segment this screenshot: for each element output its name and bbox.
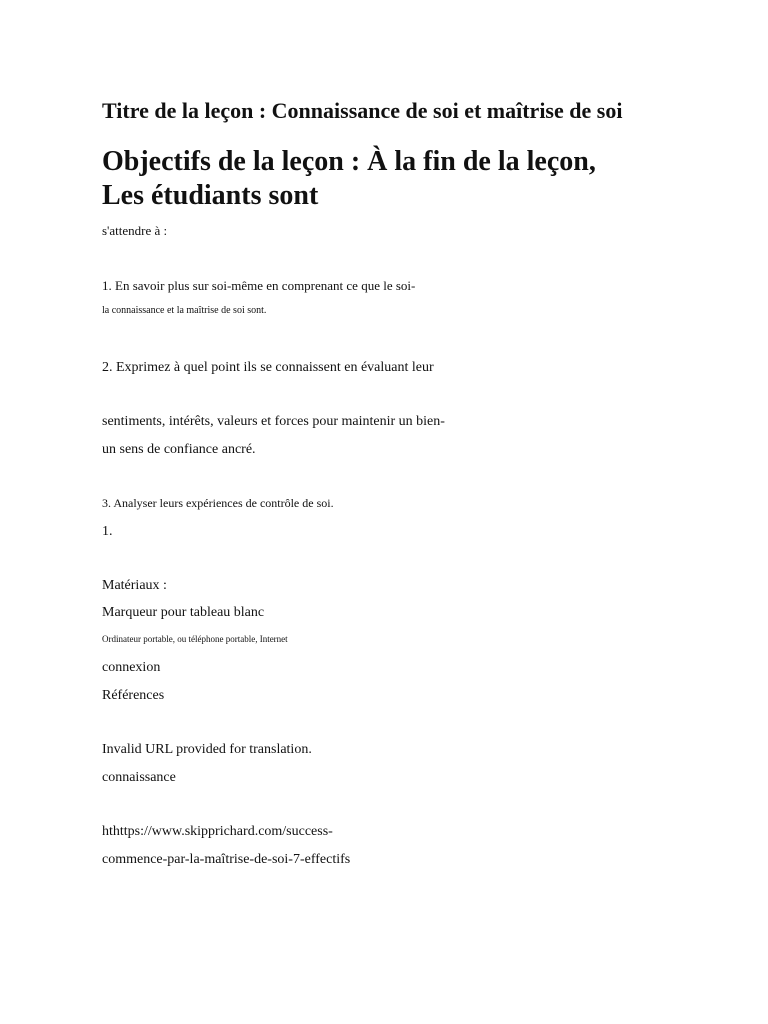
- objective-3: 3. Analyser leurs expériences de contrôle de soi.: [102, 496, 334, 510]
- objectives-heading-line2: Les étudiants sont: [102, 180, 319, 211]
- material-item-marker: Marqueur pour tableau blanc: [102, 605, 265, 620]
- objective-1-line1: 1. En savoir plus sur soi-même en comprenant ce que le soi-: [102, 278, 416, 293]
- reference-url-line1: hthttps://www.skipprichard.com/success-: [102, 824, 333, 839]
- reference-line-2: connaissance: [102, 770, 176, 785]
- lesson-title: Titre de la leçon : Connaissance de soi et maîtrise de soi: [102, 98, 623, 123]
- objectives-heading-line1: Objectifs de la leçon : À la fin de la leçon,: [102, 146, 596, 177]
- material-item-device: Ordinateur portable, ou téléphone portable, Internet: [102, 634, 288, 644]
- references-heading: Références: [102, 688, 165, 703]
- stray-number: 1.: [102, 524, 113, 539]
- objective-2-line3: un sens de confiance ancré.: [102, 442, 256, 457]
- reference-url-line2: commence-par-la-maîtrise-de-soi-7-effectifs: [102, 852, 351, 867]
- reference-line-1: Invalid URL provided for translation.: [102, 742, 312, 757]
- objective-2-line2: sentiments, intérêts, valeurs et forces pour maintenir un bien-: [102, 414, 445, 429]
- expectation-intro: s'attendre à :: [102, 223, 168, 238]
- material-item-device-cont: connexion: [102, 660, 161, 675]
- objective-1-line2: la connaissance et la maîtrise de soi sont.: [102, 305, 267, 316]
- objective-2-line1: 2. Exprimez à quel point ils se connaissent en évaluant leur: [102, 360, 434, 375]
- materials-heading: Matériaux :: [102, 578, 167, 593]
